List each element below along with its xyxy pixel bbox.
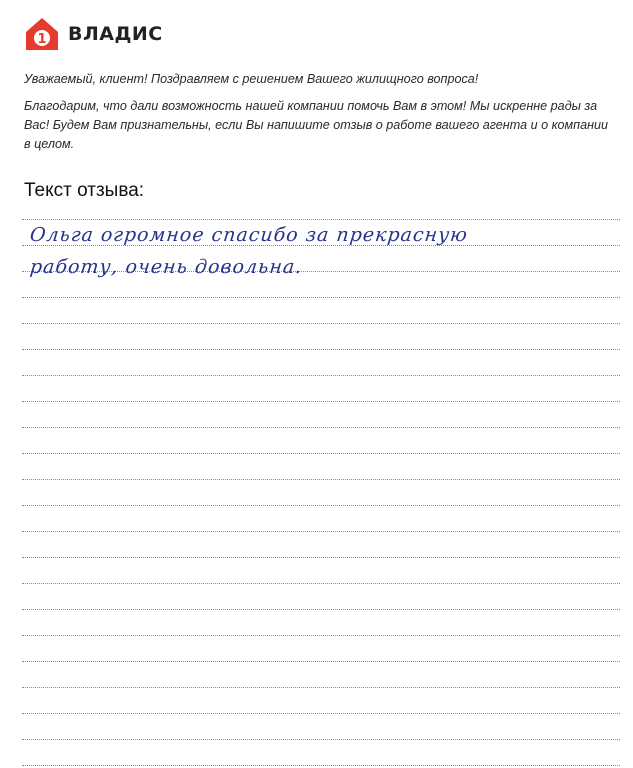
ruled-line <box>22 375 620 376</box>
ruled-line <box>22 401 620 402</box>
thanks-message: Благодарим, что дали возможность нашей компании помочь Вам в этом! Мы искренне рады за Вас! Будем Вам признательны, если Вы напишите отзыв о работе вашего агента и о компании в целом. <box>24 99 609 151</box>
ruled-line <box>22 531 620 532</box>
ruled-line <box>22 219 620 220</box>
ruled-line <box>22 635 620 636</box>
ruled-line <box>22 661 620 662</box>
ruled-line <box>22 739 620 740</box>
handwritten-review-line: Ольга огромное спасибо за прекрасную <box>28 224 470 246</box>
ruled-line <box>22 687 620 688</box>
ruled-line <box>22 323 620 324</box>
ruled-line <box>22 557 620 558</box>
ruled-line <box>22 427 620 428</box>
brand-name: ВЛАДИС <box>68 23 163 45</box>
ruled-line <box>22 453 620 454</box>
ruled-lines <box>22 0 620 768</box>
ruled-line <box>22 765 620 766</box>
ruled-line <box>22 505 620 506</box>
handwritten-review-line: работу, очень довольна. <box>28 256 304 278</box>
ruled-line <box>22 583 620 584</box>
review-title: Текст отзыва: <box>24 180 145 201</box>
greeting-text: Уважаемый, клиент! Поздравляем с решением Вашего жилищного вопроса! <box>24 72 479 86</box>
ruled-line <box>22 479 620 480</box>
ruled-line <box>22 297 620 298</box>
ruled-line <box>22 349 620 350</box>
ruled-line <box>22 609 620 610</box>
ruled-line <box>22 713 620 714</box>
logo-digit: 1 <box>37 32 47 47</box>
